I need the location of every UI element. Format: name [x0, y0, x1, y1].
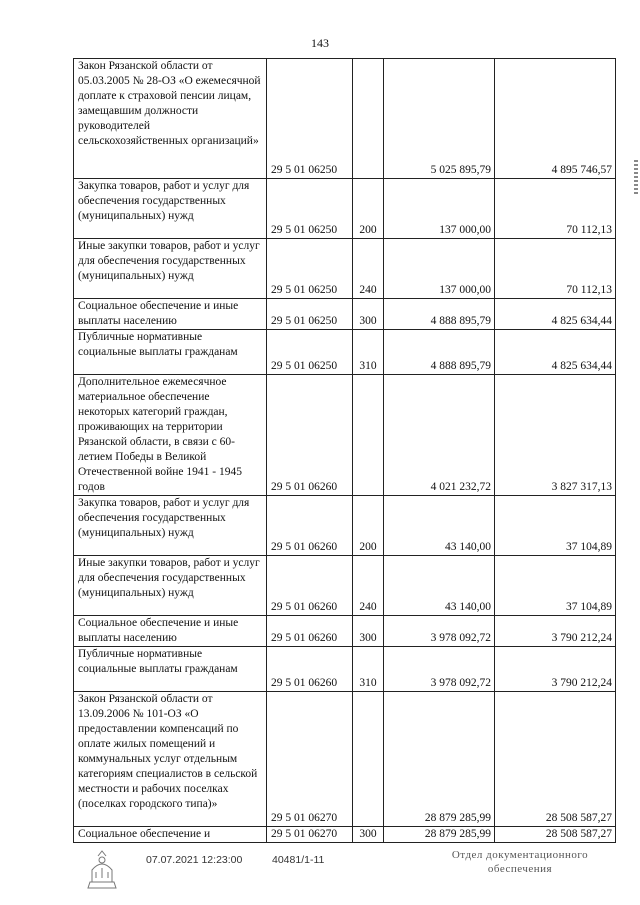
row-fact-amount-cell: 28 508 587,27	[495, 827, 616, 843]
row-name-cell: Публичные нормативные социальные выплаты гражданам	[74, 330, 267, 375]
row-name-cell: Дополнительное ежемесячное материальное обеспечение некоторых категорий граждан, проживающих на территории Рязанской области, в связи с 60-летием Победы в Великой Отечественной войне 1941 - 1945 годов	[74, 375, 267, 496]
row-plan-amount-cell: 4 888 895,79	[384, 299, 495, 330]
row-name-cell: Закупка товаров, работ и услуг для обеспечения государственных (муниципальных) нужд	[74, 496, 267, 556]
row-expense-type-cell: 300	[353, 827, 384, 843]
row-plan-amount-cell: 28 879 285,99	[384, 827, 495, 843]
table-row	[74, 59, 616, 179]
scan-edge-mark	[634, 160, 638, 196]
row-expense-type-cell: 310	[353, 647, 384, 692]
row-name-cell: Социальное обеспечение и иные выплаты населению	[74, 616, 267, 647]
row-plan-amount-cell: 137 000,00	[384, 179, 495, 239]
row-fact-amount-cell: 4 825 634,44	[495, 330, 616, 375]
footer-department	[430, 848, 610, 876]
table-row	[74, 827, 616, 843]
row-expense-type-cell: 200	[353, 179, 384, 239]
row-fact-amount-cell: 4 895 746,57	[495, 59, 616, 179]
page-number: 143	[311, 36, 329, 50]
table-row	[74, 239, 616, 299]
table-row	[74, 375, 616, 496]
row-expense-type-cell: 240	[353, 556, 384, 616]
row-plan-amount-cell: 137 000,00	[384, 239, 495, 299]
row-code-cell: 29 5 01 06270	[267, 827, 353, 843]
row-code-cell: 29 5 01 06250	[267, 239, 353, 299]
budget-table-body	[74, 59, 616, 843]
row-expense-type-cell	[353, 692, 384, 827]
row-expense-type-cell: 240	[353, 239, 384, 299]
table-row	[74, 299, 616, 330]
row-plan-amount-cell: 4 888 895,79	[384, 330, 495, 375]
row-fact-amount-cell: 3 790 212,24	[495, 647, 616, 692]
row-plan-amount-cell: 43 140,00	[384, 496, 495, 556]
row-name-cell: Закон Рязанской области от 05.03.2005 № 28-ОЗ «О ежемесячной доплате к страховой пенсии лицам, замещавшим должности руководителей сельскохозяйственных организаций»	[74, 59, 267, 179]
row-code-cell: 29 5 01 06250	[267, 330, 353, 375]
row-code-cell: 29 5 01 06260	[267, 496, 353, 556]
table-row	[74, 692, 616, 827]
row-plan-amount-cell: 3 978 092,72	[384, 647, 495, 692]
row-fact-amount-cell: 70 112,13	[495, 239, 616, 299]
row-code-cell: 29 5 01 06260	[267, 556, 353, 616]
row-expense-type-cell: 300	[353, 616, 384, 647]
row-fact-amount-cell: 3 827 317,13	[495, 375, 616, 496]
row-fact-amount-cell: 28 508 587,27	[495, 692, 616, 827]
row-code-cell: 29 5 01 06250	[267, 299, 353, 330]
row-name-cell: Социальное обеспечение и	[74, 827, 267, 843]
row-fact-amount-cell: 3 790 212,24	[495, 616, 616, 647]
row-expense-type-cell: 200	[353, 496, 384, 556]
row-name-cell: Публичные нормативные социальные выплаты гражданам	[74, 647, 267, 692]
row-expense-type-cell	[353, 375, 384, 496]
row-fact-amount-cell: 37 104,89	[495, 496, 616, 556]
footer-date: 07.07.2021 12:23:00	[146, 854, 243, 866]
row-plan-amount-cell: 3 978 092,72	[384, 616, 495, 647]
table-row	[74, 496, 616, 556]
row-name-cell: Закупка товаров, работ и услуг для обеспечения государственных (муниципальных) нужд	[74, 179, 267, 239]
row-name-cell: Социальное обеспечение и иные выплаты населению	[74, 299, 267, 330]
row-code-cell: 29 5 01 06260	[267, 375, 353, 496]
row-fact-amount-cell: 4 825 634,44	[495, 299, 616, 330]
footer-department-line2: обеспечения	[487, 863, 553, 875]
footer	[0, 848, 640, 898]
row-code-cell: 29 5 01 06260	[267, 647, 353, 692]
row-fact-amount-cell: 70 112,13	[495, 179, 616, 239]
budget-table	[73, 58, 616, 843]
row-code-cell: 29 5 01 06250	[267, 179, 353, 239]
coat-of-arms-icon	[80, 848, 124, 892]
row-name-cell: Иные закупки товаров, работ и услуг для обеспечения государственных (муниципальных) нужд	[74, 239, 267, 299]
row-plan-amount-cell: 28 879 285,99	[384, 692, 495, 827]
table-row	[74, 647, 616, 692]
row-code-cell: 29 5 01 06270	[267, 692, 353, 827]
row-plan-amount-cell: 4 021 232,72	[384, 375, 495, 496]
row-code-cell: 29 5 01 06260	[267, 616, 353, 647]
row-expense-type-cell: 300	[353, 299, 384, 330]
table-row	[74, 556, 616, 616]
row-fact-amount-cell: 37 104,89	[495, 556, 616, 616]
row-code-cell: 29 5 01 06250	[267, 59, 353, 179]
row-name-cell: Закон Рязанской области от 13.09.2006 № 101-ОЗ «О предоставлении компенсаций по оплате жилых помещений и коммунальных услуг отдельным категориям специалистов в сельской местности и рабочих поселках (поселках городского типа)»	[74, 692, 267, 827]
table-row	[74, 616, 616, 647]
row-expense-type-cell	[353, 59, 384, 179]
table-row	[74, 179, 616, 239]
row-name-cell: Иные закупки товаров, работ и услуг для обеспечения государственных (муниципальных) нужд	[74, 556, 267, 616]
row-expense-type-cell: 310	[353, 330, 384, 375]
table-row	[74, 330, 616, 375]
row-plan-amount-cell: 5 025 895,79	[384, 59, 495, 179]
footer-reg-number: 40481/1-11	[272, 854, 325, 866]
row-plan-amount-cell: 43 140,00	[384, 556, 495, 616]
footer-department-line1: Отдел документационного	[451, 849, 589, 861]
